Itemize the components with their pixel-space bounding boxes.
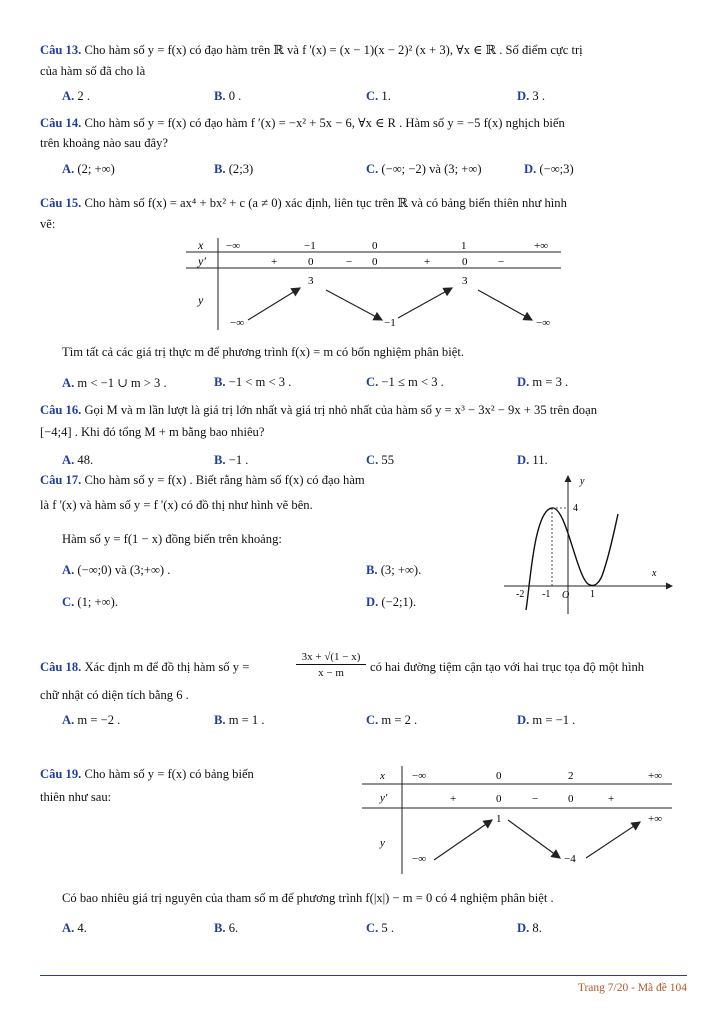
q15-label: Câu 15. bbox=[40, 196, 82, 210]
q15-sign-3: 0 bbox=[372, 256, 378, 268]
q19-text2: thiên như sau: bbox=[40, 790, 112, 804]
q15-text2: vẽ: bbox=[40, 217, 56, 231]
q17-tick-1: 1 bbox=[590, 589, 595, 600]
q15-x-0: −∞ bbox=[226, 240, 241, 252]
q18-text2: chữ nhật có diện tích bằng 6 . bbox=[40, 688, 189, 702]
q18-numerator: 3x + √(1 − x) bbox=[296, 651, 366, 665]
q18-denominator: x − m bbox=[318, 667, 344, 679]
q15-sign-6: − bbox=[498, 256, 505, 268]
q17-option-a: A. (−∞;0) và (3;+∞) . bbox=[62, 563, 171, 577]
q14-option-d: D. (−∞;3) bbox=[524, 162, 574, 176]
q19-y-label: y bbox=[380, 837, 385, 849]
q15-sign-1: 0 bbox=[308, 256, 314, 268]
q18-line1 bbox=[40, 660, 249, 675]
q19-x-2: 2 bbox=[568, 770, 574, 782]
q15-y-0: −∞ bbox=[230, 317, 245, 329]
q16-option-d: D. 11. bbox=[517, 453, 548, 467]
q14-option-a: A. (2; +∞) bbox=[62, 162, 115, 176]
q14-option-c: C. (−∞; −2) và (3; +∞) bbox=[366, 162, 482, 176]
q15-variation-table bbox=[186, 236, 561, 334]
q16-option-b: B. −1 . bbox=[214, 453, 249, 467]
q19-variation-table bbox=[362, 764, 672, 876]
q19-x-label: x bbox=[380, 770, 385, 782]
q13-text2: của hàm số đã cho là bbox=[40, 64, 146, 78]
q19-label: Câu 19. bbox=[40, 767, 82, 781]
q17-text1: Cho hàm số y = f(x) . Biết rằng hàm số f(x) có đạo hàm bbox=[84, 473, 365, 487]
q13-line1 bbox=[40, 42, 583, 58]
q17-x-axis-label: x bbox=[652, 568, 657, 579]
q19-arrow-up-2 bbox=[586, 822, 640, 858]
q18-fraction bbox=[296, 651, 366, 679]
q15-x-1: −1 bbox=[304, 240, 316, 252]
q15-x-4: +∞ bbox=[534, 240, 549, 252]
q16-text2: [−4;4] . Khi đó tổng M + m bằng bao nhiêu? bbox=[40, 425, 265, 439]
q17-y-axis-label: y bbox=[580, 476, 585, 487]
q19-option-c: C. 5 . bbox=[366, 921, 394, 935]
q15-y-2: −1 bbox=[384, 317, 396, 329]
q15-option-a: A. m < −1 ∪ m > 3 . bbox=[62, 376, 167, 390]
q17-curve bbox=[526, 508, 618, 610]
q19-option-b: B. 6. bbox=[214, 921, 239, 935]
q14-option-b: B. (2;3) bbox=[214, 162, 254, 176]
q19-line1 bbox=[40, 767, 254, 782]
q17-tick-m1: -1 bbox=[542, 589, 551, 600]
q14-text2: trên khoảng nào sau đây? bbox=[40, 136, 168, 150]
q17-option-c: C. (1; +∞). bbox=[62, 595, 118, 609]
q15-x-label: x bbox=[198, 238, 204, 252]
q19-arrow-down bbox=[508, 820, 560, 858]
q16-option-a: A. 48. bbox=[62, 453, 94, 467]
q15-y-3: 3 bbox=[462, 275, 468, 287]
q17-line1 bbox=[40, 473, 365, 488]
q19-y-3: +∞ bbox=[648, 813, 663, 825]
q18-option-b: B. m = 1 . bbox=[214, 713, 265, 727]
q15-line1 bbox=[40, 195, 567, 211]
page-footer: Trang 7/20 - Mã đề 104 bbox=[577, 982, 687, 994]
q13-text1: Cho hàm số y = f(x) có đạo hàm trên ℝ và f '(x) = (x − 1)(x − 2)² (x + 3), ∀x ∈ ℝ . Số điểm cực trị bbox=[84, 43, 583, 57]
q19-option-a: A. 4. bbox=[62, 921, 87, 935]
q16-option-c: C. 55 bbox=[366, 453, 394, 467]
q19-sign-0: + bbox=[450, 793, 457, 805]
q15-y-4: −∞ bbox=[536, 317, 551, 329]
q15-option-b: B. −1 < m < 3 . bbox=[214, 375, 292, 389]
q19-y-2: −4 bbox=[564, 853, 576, 865]
q15-option-d: D. m = 3 . bbox=[517, 375, 569, 389]
q15-sign-4: + bbox=[424, 256, 431, 268]
q19-text3: Có bao nhiêu giá trị nguyên của tham số m để phương trình f(|x|) − m = 0 có 4 nghiệm phân biệt . bbox=[62, 891, 554, 905]
q15-sign-5: 0 bbox=[462, 256, 468, 268]
q15-arrow-down-1 bbox=[326, 290, 382, 320]
q19-sign-1: 0 bbox=[496, 793, 502, 805]
q17-label: Câu 17. bbox=[40, 473, 82, 487]
q13-option-d: D. 3 . bbox=[517, 89, 545, 103]
q15-arrow-up-2 bbox=[398, 288, 452, 318]
q17-origin-label: O bbox=[562, 590, 570, 601]
q14-label: Câu 14. bbox=[40, 116, 82, 130]
q19-arrow-up-1 bbox=[434, 820, 492, 860]
q15-y-1: 3 bbox=[308, 275, 314, 287]
q15-x-2: 0 bbox=[372, 240, 378, 252]
q19-text1: Cho hàm số y = f(x) có bảng biến bbox=[84, 767, 254, 781]
q19-sign-4: + bbox=[608, 793, 615, 805]
q18-option-d: D. m = −1 . bbox=[517, 713, 576, 727]
q18-label: Câu 18. bbox=[40, 660, 82, 674]
q15-text3: Tìm tất cả các giá trị thực m để phương trình f(x) = m có bốn nghiệm phân biệt. bbox=[62, 345, 464, 359]
q17-text3: Hàm số y = f(1 − x) đồng biến trên khoảng: bbox=[62, 532, 282, 546]
q15-sign-0: + bbox=[271, 256, 278, 268]
q19-sign-3: 0 bbox=[568, 793, 574, 805]
q14-text1: Cho hàm số y = f(x) có đạo hàm f ′(x) = −x² + 5x − 6, ∀x ∈ R . Hàm số y = −5 f(x) nghịch biến bbox=[84, 116, 565, 130]
footer-rule bbox=[40, 975, 687, 976]
q17-option-d: D. (−2;1). bbox=[366, 595, 417, 609]
q15-option-c: C. −1 ≤ m < 3 . bbox=[366, 375, 444, 389]
q13-option-b: B. 0 . bbox=[214, 89, 242, 103]
q19-y-1: 1 bbox=[496, 813, 502, 825]
q18-option-c: C. m = 2 . bbox=[366, 713, 418, 727]
q17-option-b: B. (3; +∞). bbox=[366, 563, 422, 577]
q16-line1 bbox=[40, 403, 597, 418]
q19-option-d: D. 8. bbox=[517, 921, 542, 935]
q15-arrow-down-2 bbox=[478, 290, 532, 320]
q15-sign-2: − bbox=[346, 256, 353, 268]
q19-yp-label: y′ bbox=[380, 792, 388, 804]
q15-y-label: y bbox=[198, 293, 204, 307]
q15-arrow-up-1 bbox=[248, 288, 300, 320]
q17-text2: là f '(x) và hàm số y = f '(x) có đồ thị như hình vẽ bên. bbox=[40, 498, 313, 512]
q17-tick-m2: -2 bbox=[516, 589, 525, 600]
q19-x-1: 0 bbox=[496, 770, 502, 782]
q15-yp-label: y′ bbox=[198, 254, 206, 268]
q14-line1 bbox=[40, 115, 565, 131]
q13-option-c: C. 1. bbox=[366, 89, 391, 103]
q19-sign-2: − bbox=[532, 793, 539, 805]
q15-x-3: 1 bbox=[461, 240, 467, 252]
q15-text1: Cho hàm số f(x) = ax⁴ + bx² + c (a ≠ 0) xác định, liên tục trên ℝ và có bảng biến thiên như hình bbox=[84, 196, 567, 210]
q18-text-b: có hai đường tiệm cận tạo với hai trục tọa độ một hình bbox=[370, 660, 645, 674]
q13-label: Câu 13. bbox=[40, 43, 82, 57]
q17-derivative-graph bbox=[496, 470, 676, 618]
q18-text-a: Xác định m để đồ thị hàm số y = bbox=[84, 660, 250, 674]
q19-x-0: −∞ bbox=[412, 770, 427, 782]
q18-option-a: A. m = −2 . bbox=[62, 713, 121, 727]
q16-text1: Gọi M và m lần lượt là giá trị lớn nhất và giá trị nhỏ nhất của hàm số y = x³ − 3x² − 9x + 35 trên đoạn bbox=[84, 403, 597, 417]
q17-value-4: 4 bbox=[573, 503, 578, 514]
q16-label: Câu 16. bbox=[40, 403, 82, 417]
q13-option-a: A. 2 . bbox=[62, 89, 90, 103]
q19-y-0: −∞ bbox=[412, 853, 427, 865]
q19-x-3: +∞ bbox=[648, 770, 663, 782]
